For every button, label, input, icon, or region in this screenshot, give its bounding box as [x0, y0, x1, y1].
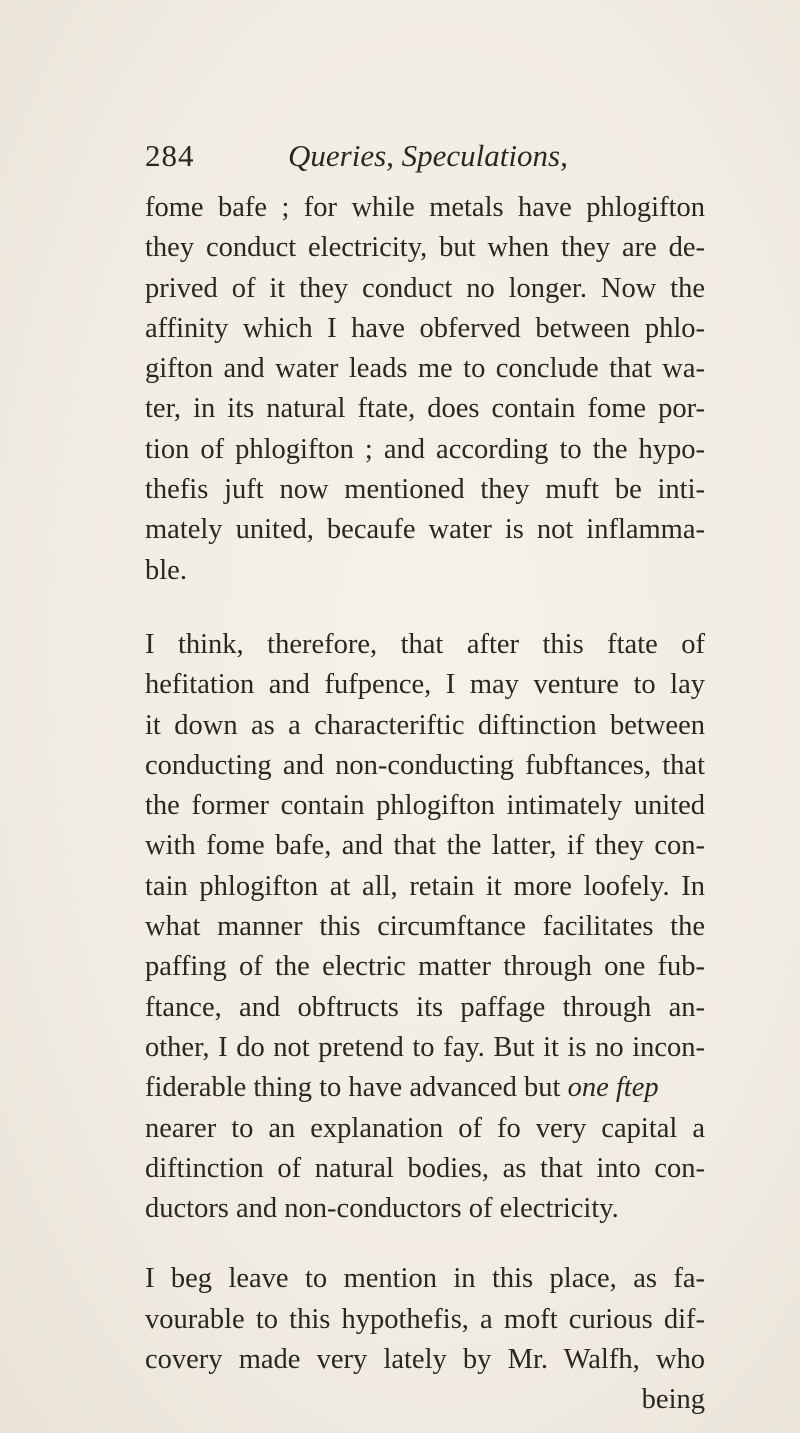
- paragraph-2: [145, 625, 705, 1229]
- page-header: [145, 138, 685, 182]
- text-line: hefitation and fufpence, I may venture to lay: [145, 669, 705, 701]
- text-line: covery made very lately by Mr. Walfh, who: [145, 1344, 705, 1376]
- page-number: 284: [145, 138, 195, 173]
- text-line: what manner this circumftance facilitates the: [145, 911, 705, 943]
- text-line: paffing of the electric matter through one fub-: [145, 951, 705, 983]
- text-line: tion of phlogifton ; and according to the hypo-: [145, 433, 705, 465]
- text-line: the former contain phlogifton intimately united: [145, 790, 705, 822]
- text-line: fome bafe ; for while metals have phlogifton: [145, 192, 705, 223]
- text-line: diftinction of natural bodies, as that into con-: [145, 1152, 705, 1184]
- text-line: affinity which I have obferved between phlo-: [145, 312, 705, 344]
- text-line: they conduct electricity, but when they are de-: [145, 232, 705, 264]
- text-line: with fome bafe, and that the latter, if they con-: [145, 830, 705, 862]
- paragraph-gap: [145, 591, 705, 625]
- text-line: mately united, becaufe water is not inflamma-: [145, 514, 705, 546]
- text-line: tain phlogifton at all, retain it more loofely. In: [145, 870, 705, 902]
- text-line-with-italic: [145, 1068, 705, 1108]
- text-line: it down as a characteriftic diftinction between: [145, 709, 705, 741]
- text-line: I think, therefore, that after this ftate of: [145, 628, 705, 660]
- paragraph-gap: [145, 1229, 705, 1259]
- paragraph-3: [145, 1259, 705, 1420]
- text-line: ftance, and obftructs its paffage through an-: [145, 991, 705, 1023]
- text-segment: fiderable thing to have advanced but: [145, 1072, 561, 1104]
- text-line: ble.: [145, 554, 187, 586]
- text-line: other, I do not pretend to fay. But it is no incon-: [145, 1031, 705, 1063]
- text-line: nearer to an explanation of fo very capital a: [145, 1112, 705, 1144]
- italic-phrase: one ftep: [567, 1072, 659, 1104]
- text-line: conducting and non-conducting fubftances, that: [145, 749, 705, 781]
- paragraph-1: [145, 188, 705, 591]
- text-line: gifton and water leads me to conclude that wa-: [145, 353, 705, 385]
- text-line: prived of it they conduct no longer. Now the: [145, 272, 705, 304]
- text-line: ductors and non-conductors of electricity.: [145, 1193, 619, 1225]
- body-text: [145, 188, 705, 1421]
- text-line: vourable to this hypothefis, a moft curious dif-: [145, 1303, 705, 1335]
- text-line: ter, in its natural ftate, does contain fome por-: [145, 393, 705, 425]
- text-line: thefis juft now mentioned they muft be inti-: [145, 474, 705, 506]
- running-head: Queries, Speculations,: [288, 138, 568, 173]
- catchword: being: [641, 1384, 705, 1416]
- text-line: I beg leave to mention in this place, as fa-: [145, 1263, 705, 1295]
